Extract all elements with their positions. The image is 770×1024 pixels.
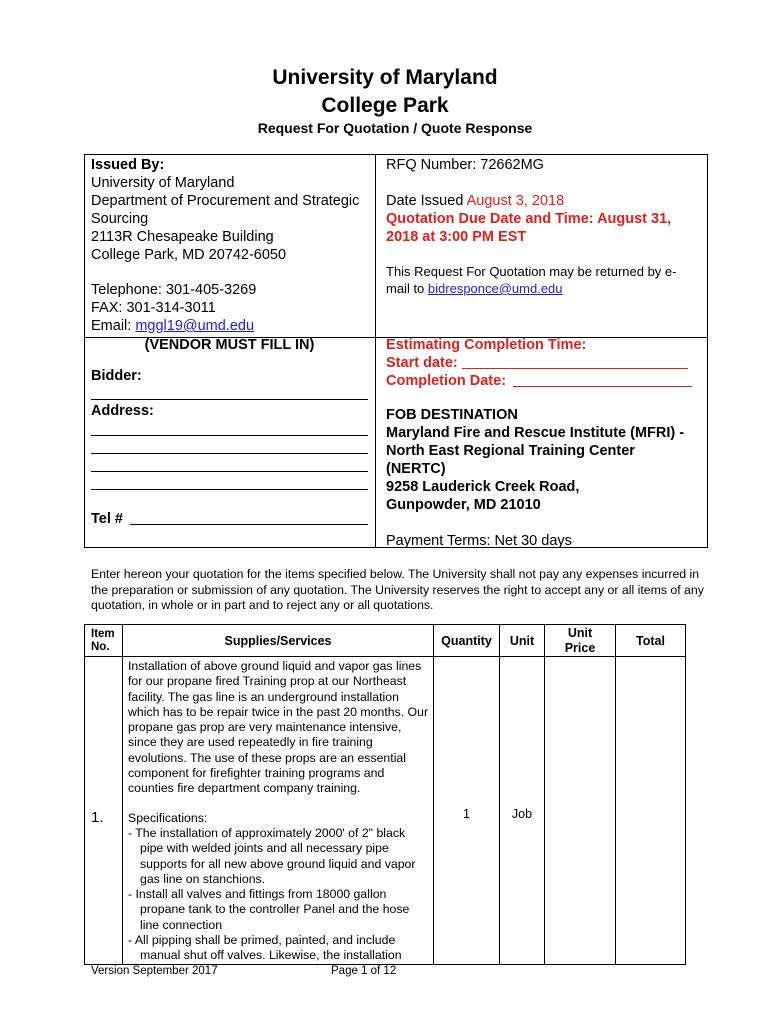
return-email-link[interactable]: bidresponce@umd.edu [427, 281, 563, 296]
spec-item: - Install all valves and fittings from 18000 gallon propane tank to the controller Panel and the hose line connection [128, 887, 410, 932]
address-field-line2[interactable] [91, 453, 368, 454]
issuer-line: University of Maryland [91, 175, 235, 191]
header-supplies: Supplies/Services [123, 625, 434, 657]
telephone: Telephone: 301-405-3269 [91, 282, 257, 298]
completion-heading: Estimating Completion Time: [386, 337, 587, 353]
fob-line: 9258 Lauderick Creek Road, [386, 479, 580, 495]
table-header-row [85, 625, 686, 657]
rfq-number: RFQ Number: 72662MG [386, 157, 544, 173]
date-issued-row [386, 192, 704, 210]
fax: FAX: 301-314-3011 [91, 300, 216, 316]
header-unit: Unit [500, 625, 545, 657]
due-date-line2: 2018 at 3:00 PM EST [386, 229, 527, 245]
item-unit-price[interactable] [545, 657, 616, 965]
issuer-line: Department of Procurement and Strategic [91, 193, 360, 209]
title-line2: College Park [321, 94, 449, 117]
spec-item: - All pipping shall be primed, painted, and include manual shut off valves. Likewise, the installation [128, 933, 402, 963]
header-item-no: Item No. [85, 625, 123, 657]
address-field-line4[interactable] [91, 489, 368, 490]
email-link[interactable]: mggl19@umd.edu [135, 318, 255, 334]
completion-date-label: Completion Date: [386, 373, 507, 389]
footer-version: Version September 2017 [91, 965, 218, 977]
tel-label: Tel # [91, 511, 123, 527]
issued-by-label: Issued By: [91, 157, 165, 173]
item-description-cell [123, 657, 434, 965]
item-unit: Job [500, 657, 545, 965]
issuer-line: 2113R Chesapeake Building [91, 229, 274, 245]
item-quantity: 1 [434, 657, 500, 965]
due-date-line1: Quotation Due Date and Time: August 31, [386, 211, 672, 227]
payment-terms: Payment Terms: Net 30 days [386, 533, 572, 549]
completion-date-field[interactable] [513, 386, 692, 387]
header-unit-price: Unit Price [545, 625, 616, 657]
address-label: Address: [91, 403, 154, 419]
start-date-label: Start date: [386, 355, 458, 371]
tel-field[interactable] [130, 524, 368, 525]
info-box-divider [375, 154, 376, 548]
header-total: Total [616, 625, 686, 657]
date-issued: August 3, 2018 [466, 193, 565, 209]
footer-page-number: Page 1 of 12 [331, 965, 397, 977]
fob-heading: FOB DESTINATION [386, 407, 518, 423]
table-row [85, 657, 686, 965]
subtitle: Request For Quotation / Quote Response [257, 120, 533, 136]
fob-line: Maryland Fire and Rescue Institute (MFRI) - [386, 425, 685, 441]
fob-block [386, 406, 706, 514]
specs-list [128, 826, 429, 964]
issuer-line: College Park, MD 20742-6050 [91, 247, 287, 263]
instructions-paragraph: Enter hereon your quotation for the items specified below. The University shall not pay any expenses incurred in the preparation or submission of any quotation. The University reserves the right to accept any or all items of any quotation, in whole or in part and to reject any or all quotations. [91, 567, 704, 612]
header-quantity: Quantity [434, 625, 500, 657]
title-line1: University of Maryland [272, 66, 498, 89]
address-field-line3[interactable] [91, 471, 368, 472]
item-number: 1. [85, 657, 123, 965]
spec-item: - The installation of approximately 2000' of 2" black pipe with welded joints and all necessary pipe supports for all new above ground liquid and vapor gas line on stanchions. [128, 825, 416, 886]
start-date-field[interactable] [462, 368, 688, 369]
date-issued-label: Date Issued [386, 193, 467, 209]
return-text-line2 [386, 280, 706, 297]
item-total[interactable] [616, 657, 686, 965]
vendor-must-fill: (VENDOR MUST FILL IN) [144, 337, 315, 353]
bidder-field[interactable] [91, 399, 368, 400]
email-row [91, 317, 373, 335]
issuer-block [91, 156, 373, 264]
item-description: Installation of above ground liquid and vapor gas lines for our propane fired Training prop at our Northeast facility. The gas line is an underground installation which has to be repair twice in the past 20 months. Our propane gas prop are very maintenance intensive, since they are used repeatedly in fire training evolutions. The use of these props are an essential component for firefighter training programs and counties fire department company training. [128, 659, 429, 796]
address-field-line1[interactable] [91, 435, 368, 436]
bidder-label: Bidder: [91, 368, 142, 384]
fob-line: Gunpowder, MD 21010 [386, 497, 541, 513]
email-label: Email: [91, 318, 136, 334]
fob-line: North East Regional Training Center [386, 443, 635, 459]
return-text-line1: This Request For Quotation may be returned by e- [386, 264, 677, 279]
fob-line: (NERTC) [386, 461, 446, 477]
issuer-contact [91, 281, 373, 335]
issuer-line: Sourcing [91, 211, 149, 227]
return-text-prefix: mail to [386, 281, 428, 296]
items-table [84, 624, 686, 965]
specs-label: Specifications: [128, 810, 208, 825]
